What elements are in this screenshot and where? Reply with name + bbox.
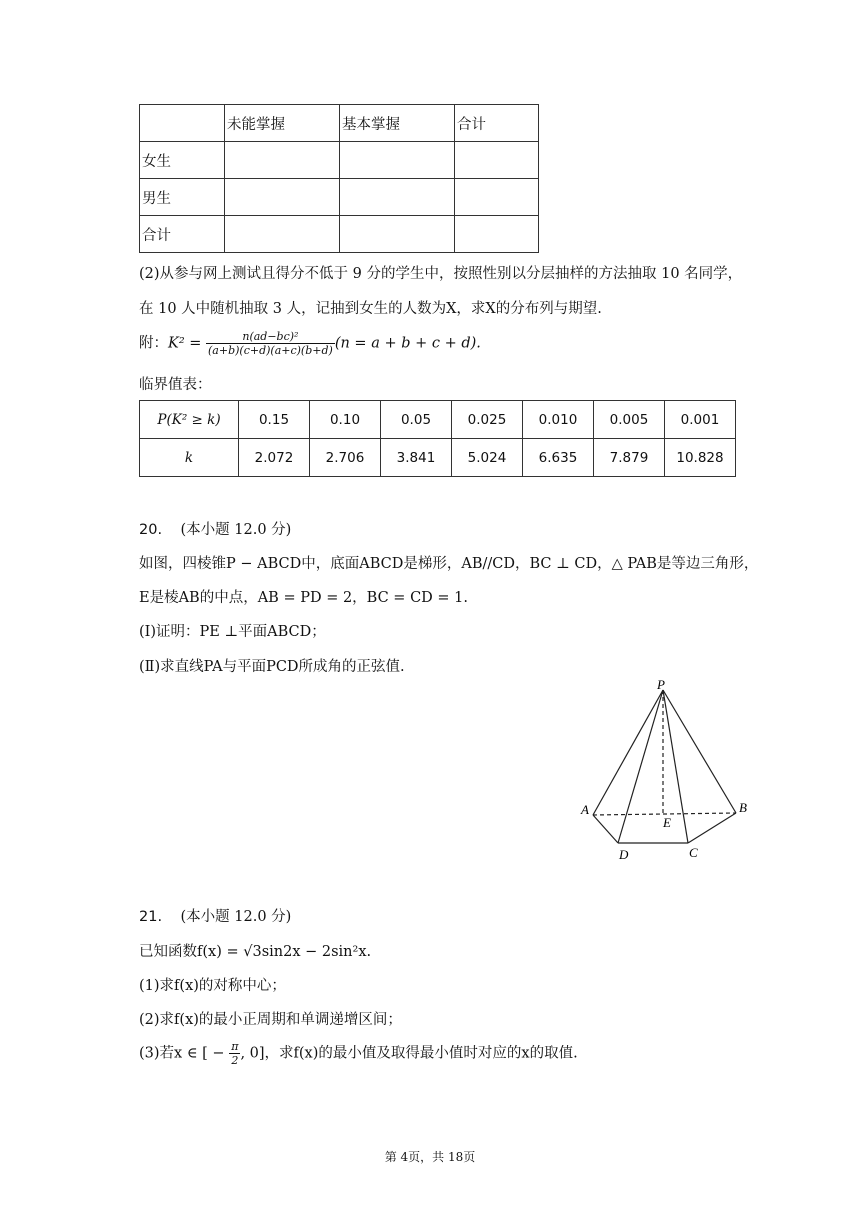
table-row bbox=[140, 179, 539, 216]
table-cell: 2.706 bbox=[310, 439, 381, 477]
q21-part3 bbox=[139, 1040, 578, 1067]
table-cell bbox=[455, 142, 539, 179]
table-cell: 0.025 bbox=[452, 401, 523, 439]
table-cell: 男生 bbox=[140, 179, 225, 216]
q21-part3-suffix: , 0]，求f(x)的最小值及取得最小值时对应的x的取值. bbox=[240, 1045, 578, 1062]
table-row bbox=[140, 401, 736, 439]
table-cell: 6.635 bbox=[523, 439, 594, 477]
q19-part2-line1: (2)从参与网上测试且得分不低于 9 分的学生中，按照性别以分层抽样的方法抽取 10 名同学， bbox=[139, 266, 743, 282]
table-cell: 0.15 bbox=[239, 401, 310, 439]
table-cell bbox=[340, 142, 455, 179]
table-cell: 3.841 bbox=[381, 439, 452, 477]
q21-part3-prefix: (3)若x ∈ [ − bbox=[139, 1045, 225, 1062]
fraction-denominator: 2 bbox=[231, 1054, 239, 1067]
table-cell: 合计 bbox=[140, 216, 225, 253]
q19-part2-line2: 在 10 人中随机抽取 3 人，记抽到女生的人数为X，求X的分布列与期望. bbox=[139, 301, 602, 317]
formula-fraction bbox=[206, 330, 335, 357]
table-row bbox=[140, 439, 736, 477]
edge-pa bbox=[593, 690, 663, 815]
q21-number: 21. bbox=[139, 909, 163, 925]
table-cell: 0.10 bbox=[310, 401, 381, 439]
formula-denominator: (a+b)(c+d)(a+c)(b+d) bbox=[208, 344, 333, 357]
table-cell bbox=[225, 216, 340, 253]
table-cell bbox=[225, 142, 340, 179]
contingency-table bbox=[139, 104, 539, 253]
table-cell: 7.879 bbox=[594, 439, 665, 477]
table-row bbox=[140, 142, 539, 179]
pyramid-figure bbox=[570, 675, 770, 870]
table-cell bbox=[340, 179, 455, 216]
label-c: C bbox=[689, 845, 698, 860]
table-row bbox=[140, 216, 539, 253]
table-cell: 0.001 bbox=[665, 401, 736, 439]
q20-score: (本小题 12.0 分) bbox=[180, 522, 292, 538]
appendix-prefix: 附： bbox=[139, 335, 168, 352]
label-a: A bbox=[581, 802, 589, 817]
q20-part1: (Ⅰ)证明：PE ⊥平面ABCD； bbox=[139, 624, 326, 640]
formula-numerator: n(ad−bc)² bbox=[206, 330, 335, 344]
table-cell: 10.828 bbox=[665, 439, 736, 477]
table-cell bbox=[225, 179, 340, 216]
table-cell bbox=[340, 216, 455, 253]
label-b: B bbox=[739, 800, 747, 815]
table-cell bbox=[140, 105, 225, 142]
critical-label: 临界值表： bbox=[139, 377, 212, 393]
table-cell bbox=[455, 179, 539, 216]
q21-line1: 已知函数f(x) = √3sin2x − 2sin²x. bbox=[139, 944, 372, 960]
q20-number: 20. bbox=[139, 522, 163, 538]
table-cell: k bbox=[140, 439, 239, 477]
formula-lhs: K² = bbox=[168, 335, 202, 352]
q21-part1: (1)求f(x)的对称中心； bbox=[139, 978, 286, 994]
label-d: D bbox=[619, 847, 629, 862]
q19-formula bbox=[139, 330, 481, 357]
q21-part2: (2)求f(x)的最小正周期和单调递增区间； bbox=[139, 1012, 402, 1028]
label-p: P bbox=[657, 677, 665, 692]
edge-pb bbox=[663, 690, 736, 813]
table-cell: P(K² ≥ k) bbox=[140, 401, 239, 439]
table-cell: 基本掌握 bbox=[340, 105, 455, 142]
edge-ad bbox=[593, 815, 618, 843]
formula-tail: (n = a + b + c + d). bbox=[334, 335, 481, 352]
q20-part2: (Ⅱ)求直线PA与平面PCD所成角的正弦值. bbox=[139, 659, 405, 675]
q20-heading bbox=[139, 518, 291, 539]
label-e: E bbox=[663, 815, 671, 830]
q20-line1: 如图，四棱锥P − ABCD中，底面ABCD是梯形，AB//CD，BC ⊥ CD，△ PAB是等边三角形， bbox=[139, 556, 759, 572]
q21-score: (本小题 12.0 分) bbox=[180, 909, 292, 925]
table-cell: 未能掌握 bbox=[225, 105, 340, 142]
table-cell: 0.005 bbox=[594, 401, 665, 439]
edge-cb bbox=[688, 813, 736, 843]
pi-over-2-fraction bbox=[229, 1040, 240, 1067]
table-header-row bbox=[140, 105, 539, 142]
table-cell: 女生 bbox=[140, 142, 225, 179]
table-cell: 合计 bbox=[455, 105, 539, 142]
table-cell bbox=[455, 216, 539, 253]
fraction-numerator: π bbox=[231, 1040, 239, 1053]
critical-value-table bbox=[139, 400, 736, 477]
q21-heading bbox=[139, 905, 291, 926]
edge-pd bbox=[618, 690, 663, 843]
table-cell: 2.072 bbox=[239, 439, 310, 477]
table-cell: 5.024 bbox=[452, 439, 523, 477]
page-footer: 第 4页，共 18页 bbox=[384, 1150, 476, 1164]
table-cell: 0.010 bbox=[523, 401, 594, 439]
q20-line2: E是棱AB的中点，AB = PD = 2，BC = CD = 1. bbox=[139, 590, 468, 606]
table-cell: 0.05 bbox=[381, 401, 452, 439]
